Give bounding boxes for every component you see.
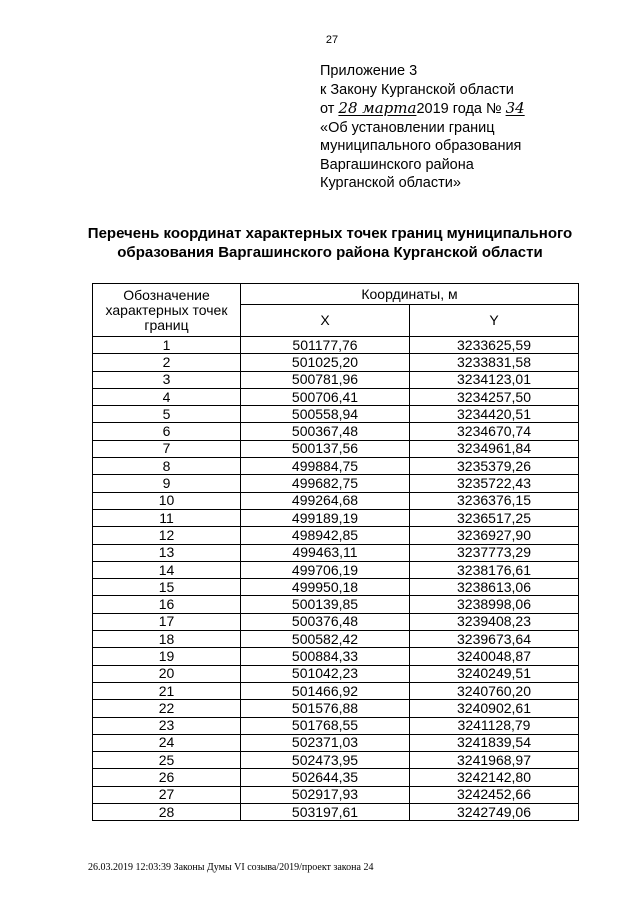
point-number-cell: 10	[93, 492, 241, 509]
law-name-line: Курганской области»	[320, 175, 461, 191]
x-coordinate-cell: 500884,33	[241, 648, 410, 665]
x-coordinate-cell: 500137,56	[241, 440, 410, 457]
date-suffix: 2019 года №	[416, 101, 506, 117]
header-x: X	[241, 305, 410, 337]
x-coordinate-cell: 499884,75	[241, 458, 410, 475]
table-row	[93, 458, 579, 475]
header-designation: Обозначение характерных точек границ	[93, 284, 241, 337]
table-row	[93, 804, 579, 821]
point-number-cell: 27	[93, 786, 241, 803]
x-coordinate-cell: 500582,42	[241, 631, 410, 648]
y-coordinate-cell: 3239408,23	[410, 613, 579, 630]
x-coordinate-cell: 499950,18	[241, 579, 410, 596]
table-row	[93, 769, 579, 786]
y-coordinate-cell: 3234257,50	[410, 388, 579, 405]
point-number-cell: 17	[93, 613, 241, 630]
x-coordinate-cell: 498942,85	[241, 527, 410, 544]
point-number-cell: 24	[93, 734, 241, 751]
table-row	[93, 786, 579, 803]
point-number-cell: 14	[93, 561, 241, 578]
point-number-cell: 16	[93, 596, 241, 613]
point-number-cell: 7	[93, 440, 241, 457]
x-coordinate-cell: 501466,92	[241, 682, 410, 699]
table-row	[93, 475, 579, 492]
x-coordinate-cell: 502371,03	[241, 734, 410, 751]
y-coordinate-cell: 3234420,51	[410, 406, 579, 423]
y-coordinate-cell: 3239673,64	[410, 631, 579, 648]
point-number-cell: 6	[93, 423, 241, 440]
table-row	[93, 509, 579, 526]
y-coordinate-cell: 3242452,66	[410, 786, 579, 803]
y-coordinate-cell: 3241839,54	[410, 734, 579, 751]
table-row	[93, 596, 579, 613]
point-number-cell: 5	[93, 406, 241, 423]
y-coordinate-cell: 3240048,87	[410, 648, 579, 665]
y-coordinate-cell: 3235379,26	[410, 458, 579, 475]
point-number-cell: 3	[93, 371, 241, 388]
y-coordinate-cell: 3238176,61	[410, 561, 579, 578]
point-number-cell: 12	[93, 527, 241, 544]
y-coordinate-cell: 3240760,20	[410, 682, 579, 699]
table-row	[93, 371, 579, 388]
x-coordinate-cell: 499189,19	[241, 509, 410, 526]
y-coordinate-cell: 3237773,29	[410, 544, 579, 561]
handwritten-date: 28 марта	[338, 99, 417, 117]
coordinates-table-body	[93, 337, 579, 821]
y-coordinate-cell: 3234123,01	[410, 371, 579, 388]
table-row	[93, 665, 579, 682]
y-coordinate-cell: 3236517,25	[410, 509, 579, 526]
law-name-line: муниципального образования	[320, 138, 522, 154]
document-title	[60, 224, 600, 262]
x-coordinate-cell: 502644,35	[241, 769, 410, 786]
table-row	[93, 406, 579, 423]
x-coordinate-cell: 499706,19	[241, 561, 410, 578]
table-row	[93, 492, 579, 509]
x-coordinate-cell: 500376,48	[241, 613, 410, 630]
table-row	[93, 544, 579, 561]
point-number-cell: 22	[93, 700, 241, 717]
point-number-cell: 8	[93, 458, 241, 475]
y-coordinate-cell: 3238998,06	[410, 596, 579, 613]
y-coordinate-cell: 3236376,15	[410, 492, 579, 509]
y-coordinate-cell: 3241968,97	[410, 752, 579, 769]
x-coordinate-cell: 501177,76	[241, 337, 410, 354]
point-number-cell: 1	[93, 337, 241, 354]
y-coordinate-cell: 3234961,84	[410, 440, 579, 457]
x-coordinate-cell: 501042,23	[241, 665, 410, 682]
point-number-cell: 18	[93, 631, 241, 648]
x-coordinate-cell: 501576,88	[241, 700, 410, 717]
x-coordinate-cell: 500706,41	[241, 388, 410, 405]
y-coordinate-cell: 3233625,59	[410, 337, 579, 354]
appendix-date-line	[320, 99, 620, 119]
table-row	[93, 337, 579, 354]
table-row	[93, 734, 579, 751]
y-coordinate-cell: 3233831,58	[410, 354, 579, 371]
table-row	[93, 440, 579, 457]
y-coordinate-cell: 3241128,79	[410, 717, 579, 734]
x-coordinate-cell: 503197,61	[241, 804, 410, 821]
point-number-cell: 2	[93, 354, 241, 371]
appendix-law-reference: к Закону Курганской области	[320, 81, 514, 98]
point-number-cell: 28	[93, 804, 241, 821]
y-coordinate-cell: 3235722,43	[410, 475, 579, 492]
x-coordinate-cell: 499463,11	[241, 544, 410, 561]
table-row	[93, 527, 579, 544]
x-coordinate-cell: 499264,68	[241, 492, 410, 509]
table-row	[93, 388, 579, 405]
table-row	[93, 354, 579, 371]
table-row	[93, 631, 579, 648]
table-row	[93, 561, 579, 578]
point-number-cell: 11	[93, 509, 241, 526]
y-coordinate-cell: 3242142,80	[410, 769, 579, 786]
x-coordinate-cell: 500367,48	[241, 423, 410, 440]
point-number-cell: 20	[93, 665, 241, 682]
point-number-cell: 13	[93, 544, 241, 561]
y-coordinate-cell: 3240902,61	[410, 700, 579, 717]
table-row	[93, 648, 579, 665]
table-row	[93, 700, 579, 717]
table-row	[93, 752, 579, 769]
footer-stamp: 26.03.2019 12:03:39 Законы Думы VI созыва/2019/проект закона 24	[88, 862, 374, 873]
coordinates-table	[92, 283, 579, 821]
y-coordinate-cell: 3234670,74	[410, 423, 579, 440]
x-coordinate-cell: 500781,96	[241, 371, 410, 388]
header-coordinates: Координаты, м	[241, 284, 579, 305]
table-row	[93, 579, 579, 596]
point-number-cell: 19	[93, 648, 241, 665]
y-coordinate-cell: 3236927,90	[410, 527, 579, 544]
x-coordinate-cell: 499682,75	[241, 475, 410, 492]
appendix-title: Приложение 3	[320, 63, 418, 79]
x-coordinate-cell: 502473,95	[241, 752, 410, 769]
handwritten-law-number: 34	[505, 99, 525, 117]
table-row	[93, 613, 579, 630]
table-row	[93, 682, 579, 699]
x-coordinate-cell: 501025,20	[241, 354, 410, 371]
point-number-cell: 23	[93, 717, 241, 734]
y-coordinate-cell: 3240249,51	[410, 665, 579, 682]
document-title-line: Перечень координат характерных точек границ муниципального	[87, 225, 573, 242]
x-coordinate-cell: 500139,85	[241, 596, 410, 613]
point-number-cell: 25	[93, 752, 241, 769]
x-coordinate-cell: 502917,93	[241, 786, 410, 803]
point-number-cell: 9	[93, 475, 241, 492]
law-name-line: «Об установлении границ	[320, 119, 495, 136]
document-title-line: образования Варгашинского района Курганской области	[117, 244, 543, 261]
table-row	[93, 423, 579, 440]
header-y: Y	[410, 305, 579, 337]
y-coordinate-cell: 3238613,06	[410, 579, 579, 596]
point-number-cell: 4	[93, 388, 241, 405]
point-number-cell: 15	[93, 579, 241, 596]
x-coordinate-cell: 500558,94	[241, 406, 410, 423]
appendix-header	[320, 62, 620, 193]
law-name-line: Варгашинского района	[320, 156, 474, 173]
date-prefix: от	[320, 101, 339, 117]
table-row	[93, 717, 579, 734]
point-number-cell: 26	[93, 769, 241, 786]
point-number-cell: 21	[93, 682, 241, 699]
x-coordinate-cell: 501768,55	[241, 717, 410, 734]
page-number: 27	[325, 34, 339, 46]
y-coordinate-cell: 3242749,06	[410, 804, 579, 821]
